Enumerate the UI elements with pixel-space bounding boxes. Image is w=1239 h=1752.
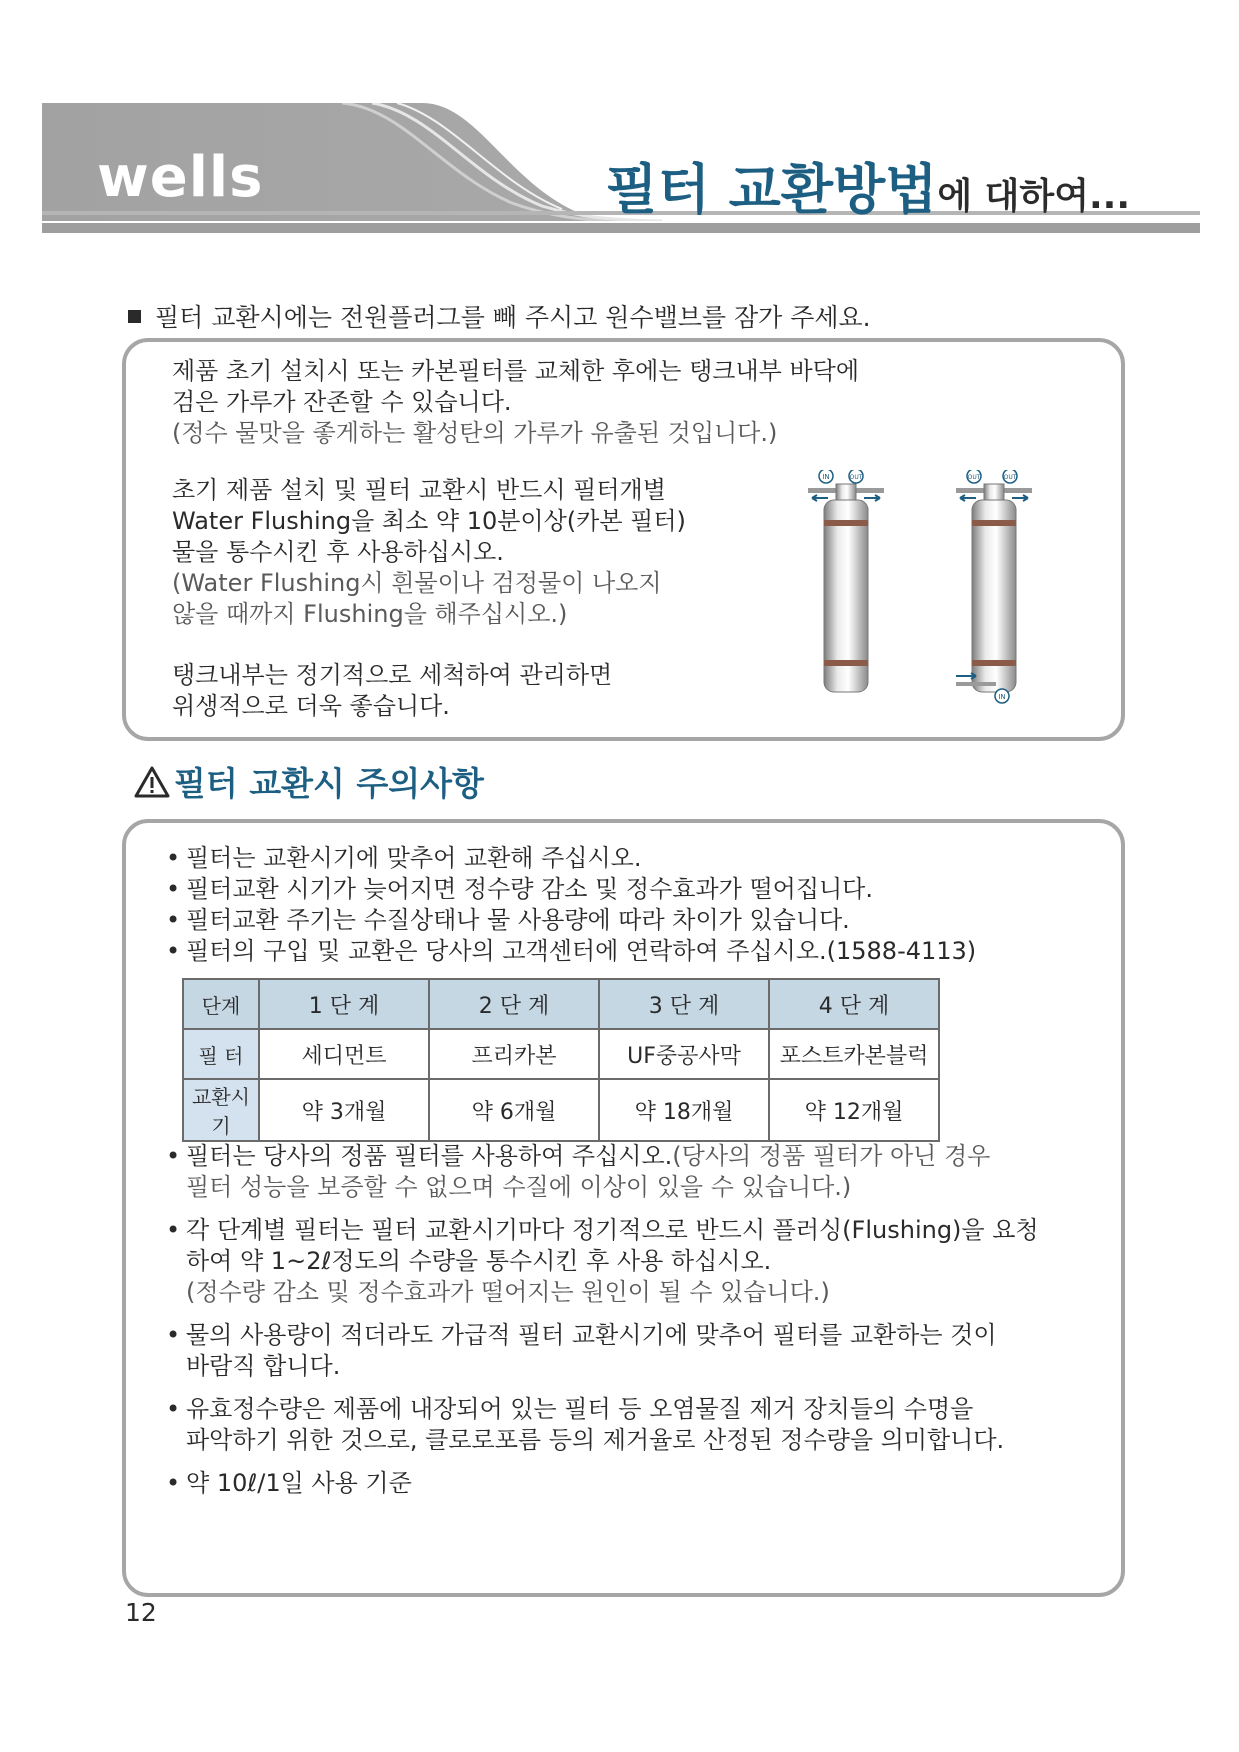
para1-line1: 제품 초기 설치시 또는 카본필터를 교체한 후에는 탱크내부 바닥에: [172, 357, 859, 385]
bullet-list-top: [166, 843, 976, 967]
svg-text:OUT: OUT: [1003, 474, 1017, 481]
para1-note: (정수 물맛을 좋게하는 활성탄의 가루가 유출된 것입니다.): [172, 419, 778, 447]
list-item-cont: 하여 약 1~2ℓ정도의 수량을 통수시킨 후 사용 하십시오.: [186, 1247, 772, 1275]
list-item-note: 필터 성능을 보증할 수 없으며 수질에 이상이 있을 수 있습니다.): [186, 1173, 852, 1201]
bullet-list-bottom: [166, 1141, 1039, 1499]
right-in-label: [995, 689, 1009, 703]
list-item-cont: 파악하기 위한 것으로, 클로로포름 등의 제거율로 산정된 정수량을 의미합니다.: [186, 1426, 1005, 1454]
page-title: [606, 147, 1130, 224]
svg-text:OUT: OUT: [967, 474, 981, 481]
para3-line2: 위생적으로 더욱 좋습니다.: [172, 692, 450, 720]
para2-note-line2: 않을 때까지 Flushing을 해주십시오.): [172, 600, 568, 628]
table-cell: 약 3개월: [259, 1079, 429, 1141]
right-filter-icon: [956, 484, 1032, 692]
right-out-label-2: [1003, 470, 1017, 483]
list-item: • 각 단계별 필터는 필터 교환시기마다 정기적으로 반드시 플러싱(Flushing)을 요청: [166, 1216, 1039, 1244]
stage-header: 3 단 계: [599, 979, 769, 1029]
row-label-period: 교환시기: [183, 1079, 259, 1141]
svg-text:OUT: OUT: [849, 474, 863, 481]
table-cell: 세디먼트: [259, 1029, 429, 1079]
right-out-label-1: [967, 470, 981, 483]
list-item-note: (정수량 감소 및 정수효과가 떨어지는 원인이 될 수 있습니다.): [186, 1278, 830, 1306]
page-number: 12: [125, 1598, 157, 1627]
svg-text:IN: IN: [998, 693, 1006, 701]
table-cell: 약 18개월: [599, 1079, 769, 1141]
table-row: [183, 1029, 939, 1079]
para1-line2: 검은 가루가 잔존할 수 있습니다.: [172, 388, 512, 416]
stage-header: 2 단 계: [429, 979, 599, 1029]
para2-note-line1: (Water Flushing시 흰물이나 검정물이 나오지: [172, 569, 662, 597]
para3-line1: 탱크내부는 정기적으로 세척하여 관리하면: [172, 661, 613, 689]
row-label-filter: 필 터: [183, 1029, 259, 1079]
table-cell: UF중공사막: [599, 1029, 769, 1079]
page-title-suffix: 에 대하여...: [937, 176, 1130, 217]
table-corner: 단계: [183, 979, 259, 1029]
list-item: • 필터는 교환시기에 맞추어 교환해 주십시오.: [166, 844, 642, 872]
warning-icon: [134, 766, 170, 798]
brand-logo: wells: [97, 145, 264, 210]
info-box-flushing: [122, 338, 1125, 741]
list-item: • 약 10ℓ/1일 사용 기준: [166, 1469, 412, 1497]
para2-line1: 초기 제품 설치 및 필터 교환시 반드시 필터개별: [172, 476, 666, 504]
table-cell: 약 6개월: [429, 1079, 599, 1141]
list-item: • 필터교환 시기가 늦어지면 정수량 감소 및 정수효과가 떨어집니다.: [166, 875, 873, 903]
caution-box: [122, 819, 1125, 1597]
para2-line3: 물을 통수시킨 후 사용하십시오.: [172, 538, 504, 566]
table-cell: 포스트카본블럭: [769, 1029, 939, 1079]
left-filter-icon: [808, 484, 884, 692]
table-cell: 프리카본: [429, 1029, 599, 1079]
caution-title: 필터 교환시 주의사항: [174, 764, 484, 803]
left-in-label: [819, 470, 833, 483]
list-item: • 유효정수량은 제품에 내장되어 있는 필터 등 오염물질 제거 장치들의 수명을: [166, 1395, 974, 1423]
notice-line: [128, 298, 871, 334]
stage-header: 4 단 계: [769, 979, 939, 1029]
para2-line2: Water Flushing을 최소 약 10분이상(카본 필터): [172, 507, 686, 535]
list-item: • 필터는 당사의 정품 필터를 사용하여 주십시오.(당사의 정품 필터가 아닌 경우: [166, 1142, 991, 1170]
stage-header: 1 단 계: [259, 979, 429, 1029]
list-item: • 필터의 구입 및 교환은 당사의 고객센터에 연락하여 주십시오.(1588-4113): [166, 937, 977, 965]
filter-schedule-table: [182, 978, 940, 1142]
page-title-main: 필터 교환방법: [605, 158, 938, 221]
notice-text: 필터 교환시에는 전원플러그를 빼 주시고 원수밸브를 잠가 주세요.: [155, 303, 871, 332]
svg-text:IN: IN: [822, 473, 830, 481]
table-row: [183, 1079, 939, 1141]
table-cell: 약 12개월: [769, 1079, 939, 1141]
table-header-row: [183, 979, 939, 1029]
filter-flushing-diagram: [806, 470, 1096, 706]
list-item: • 물의 사용량이 적더라도 가급적 필터 교환시기에 맞추어 필터를 교환하는 것이: [166, 1321, 997, 1349]
list-item: • 필터교환 주기는 수질상태나 물 사용량에 따라 차이가 있습니다.: [166, 906, 850, 934]
page-header: [42, 103, 1200, 233]
square-bullet-icon: [128, 310, 141, 323]
left-out-label: [849, 470, 863, 483]
list-item-cont: 바람직 합니다.: [186, 1352, 341, 1380]
caution-heading: [134, 758, 484, 805]
